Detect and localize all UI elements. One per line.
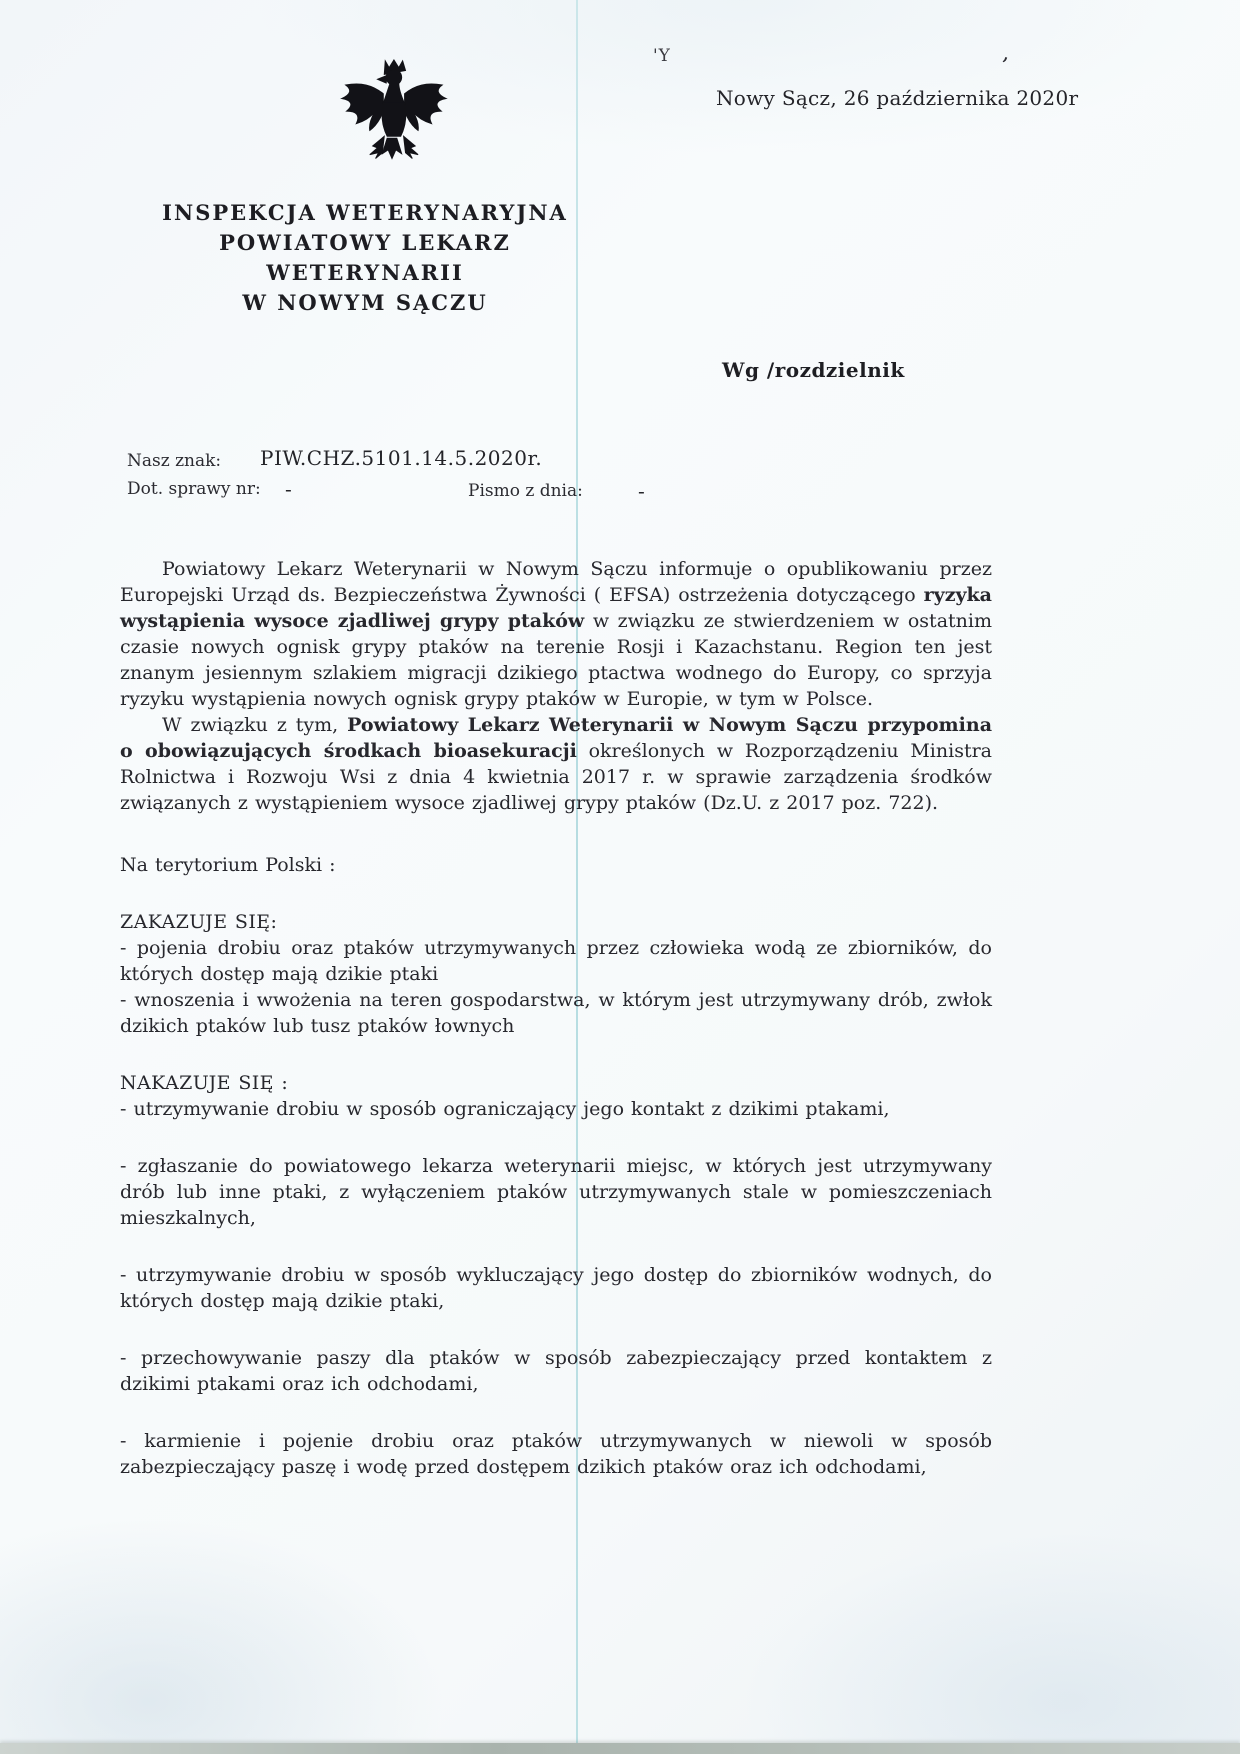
polish-eagle-emblem — [334, 54, 450, 176]
body-text — [120, 556, 992, 1480]
body-heading: NAKAZUJE SIĘ : — [120, 1072, 289, 1094]
body-bullet: - karmienie i pojenie drobiu oraz ptaków utrzymywanych w niewoli w sposób zabezpieczający paszę i wodę przed dostępem dzikich ptaków oraz ich odchodami, — [120, 1430, 992, 1478]
body-bullet: - przechowywanie paszy dla ptaków w sposób zabezpieczający przed kontaktem z dzikimi ptakami oraz ich odchodami, — [120, 1347, 992, 1395]
letterhead-line-3: WETERYNARII — [266, 260, 464, 285]
ref-dot-sprawy-value: - — [285, 477, 292, 501]
body-heading: ZAKAZUJE SIĘ: — [120, 911, 278, 933]
body-paragraph: Powiatowy Lekarz Weterynarii w Nowym Sączu informuje o opublikowaniu przez Europejski Urząd ds. Bezpieczeństwa Żywności ( EFSA) ostrzeżenia dotyczącego ryzyka wystąpienia wysoce zjadliwej grypy ptaków w związku ze stwierdzeniem w ostatnim czasie nowych ognisk grypy ptaków na terenie Rosji i Kazachstanu. Region ten jest znanym jesiennym szlakiem migracji dzikiego ptactwa wodnego do Europy, co sprzyja ryzyku wystąpienia nowych ognisk grypy ptaków w Europie, w tym w Polsce. — [120, 558, 992, 710]
letterhead-line-1: INSPEKCJA WETERYNARYJNA — [162, 200, 568, 225]
body-bullet: - wnoszenia i wwożenia na teren gospodarstwa, w którym jest utrzymywany drób, zwłok dzikich ptaków lub tusz ptaków łownych — [120, 989, 992, 1037]
ref-nasz-znak-label: Nasz znak: — [127, 451, 222, 471]
place-and-date: Nowy Sącz, 26 października 2020r — [716, 86, 1079, 110]
scan-artifact-tick: ’ — [997, 53, 1010, 80]
letterhead — [118, 198, 612, 318]
body-line: Na terytorium Polski : — [120, 854, 336, 876]
bottom-scan-edge — [0, 1743, 1240, 1754]
ref-pismo-z-dnia-label: Pismo z dnia: — [468, 481, 583, 501]
ref-pismo-z-dnia-value: - — [638, 479, 645, 503]
scan-artifact-mark: 'Y — [653, 46, 671, 66]
recipient-line: Wg /rozdzielnik — [722, 358, 905, 382]
body-bullet: - utrzymywanie drobiu w sposób ograniczający jego kontakt z dzikimi ptakami, — [120, 1098, 890, 1120]
letterhead-line-2: POWIATOWY LEKARZ — [219, 230, 511, 255]
body-bullet: - utrzymywanie drobiu w sposób wykluczający jego dostęp do zbiorników wodnych, do których dostęp mają dzikie ptaki, — [120, 1264, 992, 1312]
body-bullet: - pojenia drobiu oraz ptaków utrzymywanych przez człowieka wodą ze zbiorników, do których dostęp mają dzikie ptaki — [120, 937, 992, 985]
body-bullet: - zgłaszanie do powiatowego lekarza weterynarii miejsc, w których jest utrzymywany drób lub inne ptaki, z wyłączeniem ptaków utrzymywanych stale w pomieszczeniach mieszkalnych, — [120, 1155, 992, 1229]
body-paragraph: W związku z tym, Powiatowy Lekarz Weterynarii w Nowym Sączu przypomina o obowiązujących środkach bioasekuracji określonych w Rozporządzeniu Ministra Rolnictwa i Rozwoju Wsi z dnia 4 kwietnia 2017 r. w sprawie zarządzenia środków związanych z wystąpieniem wysoce zjadliwej grypy ptaków (Dz.U. z 2017 poz. 722). — [120, 714, 993, 814]
ref-nasz-znak-value: PIW.CHZ.5101.14.5.2020r. — [260, 446, 543, 470]
letterhead-line-4: W NOWYM SĄCZU — [242, 290, 488, 315]
ref-dot-sprawy-label: Dot. sprawy nr: — [127, 479, 261, 499]
